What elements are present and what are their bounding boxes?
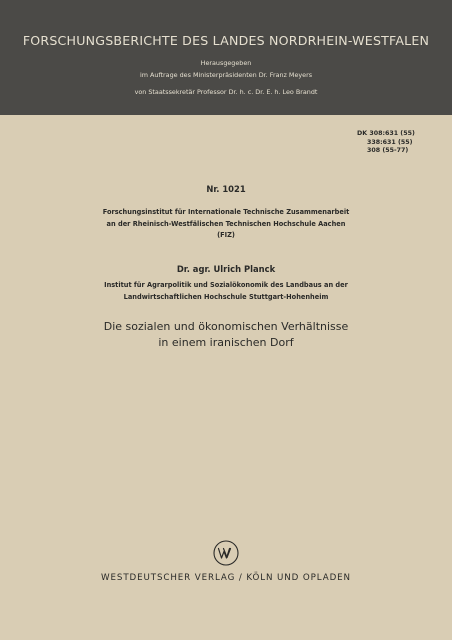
secretary-line: von Staatssekretär Professor Dr. h. c. Dr. E. h. Leo Brandt [134,88,318,96]
dk-code-3: 308 (55-77) [367,147,409,154]
commission-line: im Auftrage des Ministerpräsidenten Dr. Franz Meyers [139,71,313,79]
dk-classification [357,130,415,156]
author-name: Dr. agr. Ulrich Planck [176,264,276,274]
dk-prefix: DK [357,130,368,137]
title-line-2: in einem iranischen Dorf [158,336,294,349]
institute-line-1: Forschungsinstitut für Internationale Technische Zusammenarbeit [102,208,350,216]
header-band [0,0,452,115]
publisher-name: WESTDEUTSCHER VERLAG / KÖLN UND OPLADEN [101,573,351,583]
book-title [0,319,452,351]
research-institute [0,207,452,242]
dk-code-1: 308:631 (55) [369,130,415,137]
editor-line: Herausgegeben [200,59,252,67]
author-institute-line-1: Institut für Agrarpolitik und Sozialökonomik des Landbaus an der [104,281,348,289]
series-title: FORSCHUNGSBERICHTE DES LANDES NORDRHEIN-WESTFALEN [22,33,430,48]
report-number: Nr. 1021 [206,184,246,194]
westdeutscher-verlag-logo-icon [213,540,239,566]
institute-line-3: (FIZ) [217,231,235,239]
dk-code-2: 338:631 (55) [367,138,413,146]
institute-line-2: an der Rheinisch-Westfälischen Technischen Hochschule Aachen [106,219,346,228]
title-line-1: Die sozialen und ökonomischen Verhältnisse [103,320,349,333]
author-institute [0,280,452,303]
author-institute-line-2: Landwirtschaftlichen Hochschule Stuttgart-Hohenheim [123,292,329,301]
